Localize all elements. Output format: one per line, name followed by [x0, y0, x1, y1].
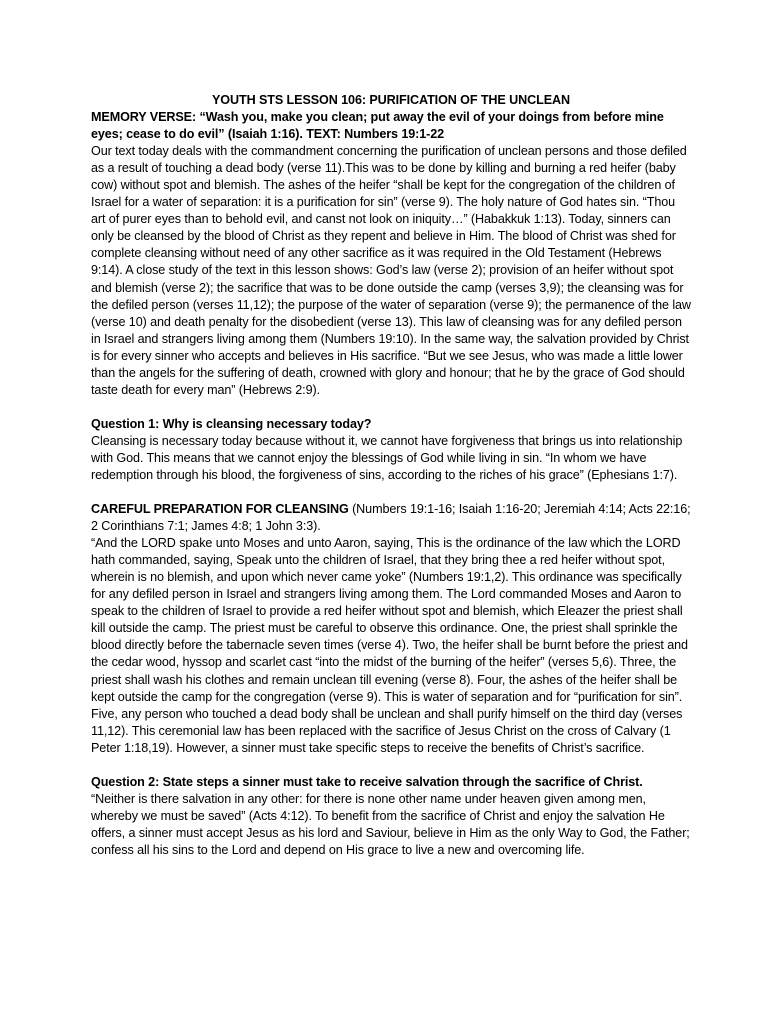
question-2-heading-text: Question 2: State steps a sinner must take to receive salvation through the sacrifice of Christ. [91, 774, 643, 789]
question-1-answer: Cleansing is necessary today because without it, we cannot have forgiveness that brings us into relationship with God. This means that we cannot enjoy the blessings of God while living in sin. “In whom we have redemption through his blood, the forgiveness of sins, according to the riches of his grace” (Ephesians 1:7). [91, 433, 683, 482]
section-references: (Numbers 19:1-16; Isaiah 1:16-20; Jeremiah 4:14; Acts 22:16; 2 Corinthians 7:1; James 4:8; 1 John 3:3). [91, 502, 691, 534]
question-1-heading-text: Question 1: Why is cleansing necessary today? [91, 416, 372, 431]
document-page [91, 92, 691, 859]
section-heading-text: CAREFUL PREPARATION FOR CLEANSING [91, 502, 349, 517]
question-2-answer: “Neither is there salvation in any other: for there is none other name under heaven given among men, whereby we must be saved” (Acts 4:12). To benefit from the sacrifice of Christ and enjoy the salvation He offers, a sinner must accept Jesus as his lord and Saviour, believe in Him as the only Way to God, the Father; confess all his sins to the Lord and depend on His grace to live a new and overcoming life. [91, 791, 690, 857]
section-heading [91, 501, 691, 535]
question-2-heading [91, 774, 691, 791]
section-body: “And the LORD spake unto Moses and unto Aaron, saying, This is the ordinance of the law which the LORD hath commanded, saying, Speak unto the children of Israel, that they bring thee a red heifer without spot, wherein is no blemish, and upon which never came yoke” (Numbers 19:1,2). This ordinance was specifically for any defiled person in Israel and strangers living among them. The Lord commanded Moses and Aaron to speak to the children of Israel to provide a red heifer without spot and blemish, which Eleazer the priest shall kill outside the camp. The priest must be careful to observe this ordinance. One, the priest shall sprinkle the blood directly before the tabernacle seven times (verse 4). Two, the heifer shall be burnt before the priest and the cedar wood, hyssop and scarlet cast “into the midst of the burning of the heifer” (verses 5,6). Three, the priest shall wash his clothes and remain unclean till evening (verse 8). Four, the ashes of the heifer shall be kept outside the camp for the congregation (verse 9). This is water of separation and for “purification for sin”. Five, any person who touched a dead body shall be unclean and shall purify himself on the third day (verses 11,12). This ceremonial law has been replaced with the sacrifice of Jesus Christ on the cross of Calvary (1 Peter 1:18,19). However, a sinner must take specific steps to receive the benefits of Christ’s sacrifice. [91, 536, 688, 755]
memory-verse [91, 109, 691, 143]
intro-paragraph: Our text today deals with the commandment concerning the purification of unclean persons and those defiled as a result of touching a dead body (verse 11).This was to be done by killing and burning a red heifer (baby cow) without spot and blemish. The ashes of the heifer “shall be kept for the congregation of the children of Israel for a water of separation: it is a purification for sin” (verse 9). The holy nature of God hates sin. “Thou art of purer eyes than to behold evil, and canst not look on iniquity…” (Habakkuk 1:13). Today, sinners can only be cleansed by the blood of Christ as they repent and believe in Him. The blood of Christ was shed for complete cleansing without need of any other sacrifice as it was required in the Old Testament (Hebrews 9:14). A close study of the text in this lesson shows: God’s law (verse 2); provision of an heifer without spot and blemish (verse 2); the sacrifice that was to be done outside the camp (verses 3,9); the cleansing was for the defiled person (verses 11,12); the purpose of the water of separation (verse 9); the permanence of the law (verse 10) and death penalty for the disobedient (verse 13). This law of cleansing was for any defiled person in Israel and strangers living among them (Numbers 19:10). In the same way, the salvation provided by Christ is for every sinner who accepts and believes in His sacrifice. “But we see Jesus, who was made a little lower than the angels for the suffering of death, crowned with glory and honour; that he by the grace of God should taste death for every man” (Hebrews 2:9). [91, 144, 691, 397]
question-1-heading [91, 416, 691, 433]
memory-verse-text: MEMORY VERSE: “Wash you, make you clean; put away the evil of your doings from before mine eyes; cease to do evil” (Isaiah 1:16). TEXT: Numbers 19:1-22 [91, 110, 664, 142]
lesson-title: YOUTH STS LESSON 106: PURIFICATION OF THE UNCLEAN [211, 93, 570, 107]
